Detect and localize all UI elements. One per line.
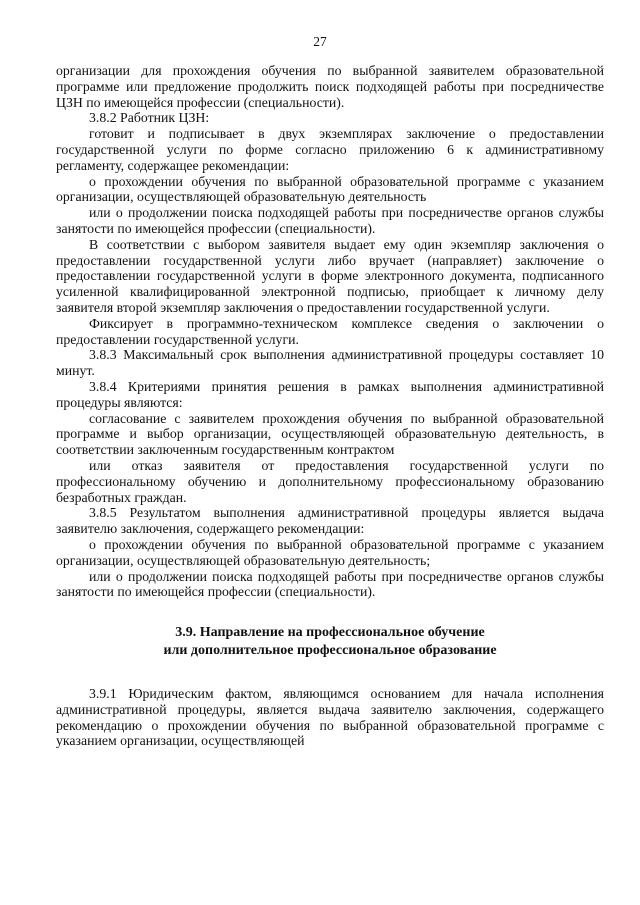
paragraph: 3.8.2 Работник ЦЗН: <box>89 110 210 126</box>
section-heading <box>56 624 604 660</box>
paragraph: организации для прохождения обучения по выбранной заявителем образовательной программе или предложение продолжить поиск подходящей работы при посредничестве ЦЗН по имеющейся профессии (специальности). <box>56 63 604 110</box>
paragraph: или о продолжении поиска подходящей работы при посредничестве органов службы занятости по имеющейся профессии (специальности). <box>56 568 604 600</box>
page-number: 27 <box>313 34 327 49</box>
paragraph: 3.9.1 Юридическим фактом, являющимся основанием для начала исполнения административной процедуры, является выдача заявителю заключения, содержащего рекомендацию о прохождении обучения по выбранной образовательной программе с указанием организации, осуществляющей <box>56 686 604 749</box>
paragraph: согласование с заявителем прохождения обучения по выбранной образовательной программе и выбор организации, осуществляющей образовательную деятельность, в соответствии заключенным государственным контрактом <box>56 410 604 458</box>
paragraph: 3.8.5 Результатом выполнения административной процедуры является выдача заявителю заключения, содержащего рекомендации: <box>56 505 604 537</box>
paragraph: 3.8.3 Максимальный срок выполнения административной процедуры составляет 10 минут. <box>56 347 604 379</box>
section-heading-line: или дополнительное профессиональное образование <box>163 643 497 659</box>
paragraph: готовит и подписывает в двух экземплярах заключение о предоставлении государственной услуги по форме согласно приложению 6 к административному регламенту, содержащее рекомендации: <box>56 126 604 173</box>
section-heading-line: 3.9. Направление на профессиональное обучение <box>175 625 485 641</box>
paragraph: В соответствии с выбором заявителя выдает ему один экземпляр заключения о предоставлении государственной услуги либо вручает (направляет) заключение о предоставлении государственной услуги в форме электронного документа, подписанного усиленной квалифицированной электронной подписью, приобщает к личному делу заявителя второй экземпляр заключения о предоставлении государственной услуги. <box>56 236 604 315</box>
paragraph: 3.8.4 Критериями принятия решения в рамках выполнения административной процедуры являются: <box>56 378 604 410</box>
paragraph: о прохождении обучения по выбранной образовательной программе с указанием организации, осуществляющей образовательную деятельность <box>56 173 604 205</box>
paragraph: о прохождении обучения по выбранной образовательной программе с указанием организации, осуществляющей образовательную деятельность; <box>56 536 604 568</box>
document-body <box>56 63 604 749</box>
paragraph: или о продолжении поиска подходящей работы при посредничестве органов службы занятости по имеющейся профессии (специальности). <box>56 205 604 236</box>
paragraph: Фиксирует в программно-техническом комплексе сведения о заключении о предоставлении государственной услуги. <box>56 315 604 347</box>
paragraph: или отказ заявителя от предоставления государственной услуги по профессиональному обучению и дополнительному профессиональному образованию безработных граждан. <box>56 457 604 505</box>
